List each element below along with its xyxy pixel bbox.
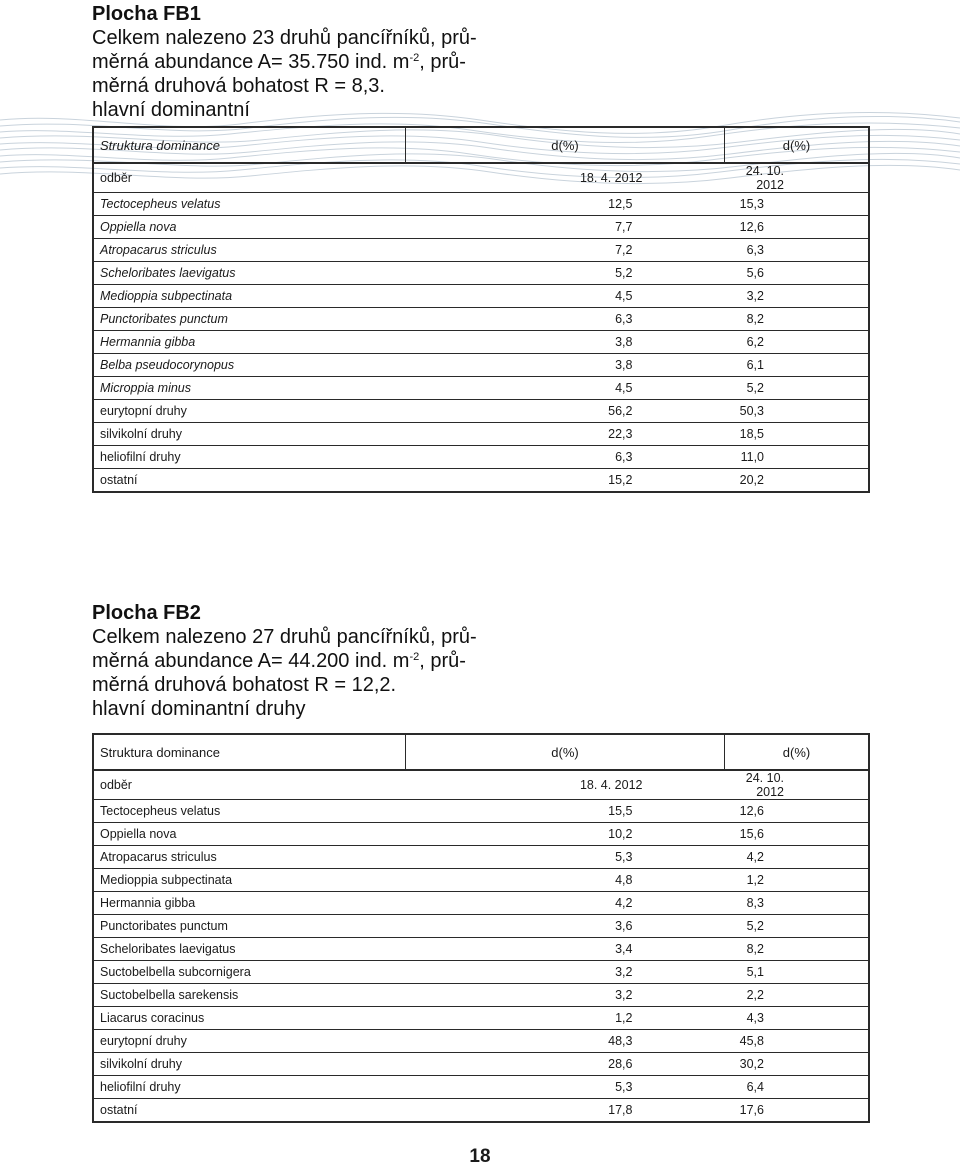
table-row bbox=[93, 846, 869, 869]
group-name: silvikolní druhy bbox=[93, 423, 406, 446]
group-name: ostatní bbox=[93, 469, 406, 493]
row-label: silvikolní druhy bbox=[93, 1053, 406, 1076]
table-row bbox=[93, 938, 869, 961]
fb1-summary-line-4: hlavní dominantní bbox=[92, 99, 250, 121]
value-2: 12,6 bbox=[725, 216, 870, 239]
species-name: Atropacarus striculus bbox=[93, 239, 406, 262]
value-2: 30,2 bbox=[725, 1053, 870, 1076]
value-1: 56,2 bbox=[406, 400, 725, 423]
table-row bbox=[93, 193, 869, 216]
table-row bbox=[93, 331, 869, 354]
header-structure: Struktura dominance bbox=[93, 127, 406, 163]
fb1-unit-exponent: -2 bbox=[409, 52, 420, 64]
row-label: Punctoribates punctum bbox=[93, 915, 406, 938]
table-row bbox=[93, 1099, 869, 1123]
value-2: 6,2 bbox=[725, 331, 870, 354]
species-name: Punctoribates punctum bbox=[93, 308, 406, 331]
table-row bbox=[93, 377, 869, 400]
table-row bbox=[93, 1007, 869, 1030]
table-row bbox=[93, 446, 869, 469]
value-2: 17,6 bbox=[725, 1099, 870, 1123]
value-2: 8,2 bbox=[725, 308, 870, 331]
odber-date-2: 24. 10. 2012 bbox=[725, 770, 870, 800]
table-row bbox=[93, 400, 869, 423]
odber-label: odběr bbox=[93, 163, 406, 193]
table-row bbox=[93, 262, 869, 285]
value-1: 5,3 bbox=[406, 846, 725, 869]
value-2: 3,2 bbox=[725, 285, 870, 308]
value-2: 5,6 bbox=[725, 262, 870, 285]
value-2: 4,2 bbox=[725, 846, 870, 869]
row-label: eurytopní druhy bbox=[93, 1030, 406, 1053]
header-structure: Struktura dominance bbox=[93, 734, 406, 770]
species-name: Microppia minus bbox=[93, 377, 406, 400]
fb2-abundance-text: měrná abundance A= 44.200 ind. m bbox=[92, 650, 410, 672]
table-row bbox=[93, 423, 869, 446]
table-row bbox=[93, 892, 869, 915]
value-1: 15,5 bbox=[406, 800, 725, 823]
odber-row bbox=[93, 770, 869, 800]
fb1-summary-line-2 bbox=[92, 50, 477, 74]
fb2-summary-line-3: měrná druhová bohatost R = 12,2. bbox=[92, 674, 397, 696]
species-name: Scheloribates laevigatus bbox=[93, 262, 406, 285]
value-2: 15,3 bbox=[725, 193, 870, 216]
table-row bbox=[93, 308, 869, 331]
row-label: Scheloribates laevigatus bbox=[93, 938, 406, 961]
value-1: 48,3 bbox=[406, 1030, 725, 1053]
group-name: eurytopní druhy bbox=[93, 400, 406, 423]
odber-date-1: 18. 4. 2012 bbox=[406, 770, 725, 800]
header-d2: d(%) bbox=[725, 127, 870, 163]
value-1: 6,3 bbox=[406, 446, 725, 469]
table-header-row bbox=[93, 734, 869, 770]
table-row bbox=[93, 800, 869, 823]
value-2: 5,2 bbox=[725, 377, 870, 400]
value-2: 5,2 bbox=[725, 915, 870, 938]
value-1: 4,8 bbox=[406, 869, 725, 892]
table-row bbox=[93, 1030, 869, 1053]
page-number: 18 bbox=[469, 1146, 491, 1167]
odber-label: odběr bbox=[93, 770, 406, 800]
header-d2: d(%) bbox=[725, 734, 870, 770]
value-1: 5,3 bbox=[406, 1076, 725, 1099]
value-1: 3,8 bbox=[406, 331, 725, 354]
table-row bbox=[93, 915, 869, 938]
odber-row bbox=[93, 163, 869, 193]
fb2-heading bbox=[92, 601, 477, 721]
value-2: 11,0 bbox=[725, 446, 870, 469]
table-row bbox=[93, 1076, 869, 1099]
value-2: 20,2 bbox=[725, 469, 870, 493]
fb1-dominance-table bbox=[92, 126, 870, 493]
table-row bbox=[93, 354, 869, 377]
value-2: 6,3 bbox=[725, 239, 870, 262]
row-label: Tectocepheus velatus bbox=[93, 800, 406, 823]
value-1: 7,7 bbox=[406, 216, 725, 239]
table-row bbox=[93, 469, 869, 493]
fb2-summary-line-4: hlavní dominantní druhy bbox=[92, 698, 306, 720]
value-2: 2,2 bbox=[725, 984, 870, 1007]
species-name: Oppiella nova bbox=[93, 216, 406, 239]
value-1: 5,2 bbox=[406, 262, 725, 285]
species-name: Belba pseudocorynopus bbox=[93, 354, 406, 377]
fb2-summary-line-2 bbox=[92, 649, 477, 673]
value-2: 45,8 bbox=[725, 1030, 870, 1053]
row-label: heliofilní druhy bbox=[93, 1076, 406, 1099]
row-label: Medioppia subpectinata bbox=[93, 869, 406, 892]
value-2: 18,5 bbox=[725, 423, 870, 446]
value-2: 50,3 bbox=[725, 400, 870, 423]
fb1-abundance-suffix: , prů- bbox=[419, 51, 466, 73]
fb2-dominance-table bbox=[92, 733, 870, 1123]
fb1-title: Plocha FB1 bbox=[92, 3, 201, 25]
value-1: 22,3 bbox=[406, 423, 725, 446]
table-row bbox=[93, 984, 869, 1007]
value-1: 3,4 bbox=[406, 938, 725, 961]
value-1: 3,2 bbox=[406, 961, 725, 984]
value-1: 28,6 bbox=[406, 1053, 725, 1076]
value-1: 1,2 bbox=[406, 1007, 725, 1030]
value-2: 15,6 bbox=[725, 823, 870, 846]
species-name: Tectocepheus velatus bbox=[93, 193, 406, 216]
table-row bbox=[93, 1053, 869, 1076]
row-label: Oppiella nova bbox=[93, 823, 406, 846]
row-label: Suctobelbella sarekensis bbox=[93, 984, 406, 1007]
odber-date-2: 24. 10. 2012 bbox=[725, 163, 870, 193]
group-name: heliofilní druhy bbox=[93, 446, 406, 469]
fb2-unit-exponent: -2 bbox=[409, 651, 420, 663]
species-name: Medioppia subpectinata bbox=[93, 285, 406, 308]
value-2: 12,6 bbox=[725, 800, 870, 823]
species-name: Hermannia gibba bbox=[93, 331, 406, 354]
fb2-title: Plocha FB2 bbox=[92, 602, 201, 624]
value-2: 6,1 bbox=[725, 354, 870, 377]
row-label: Hermannia gibba bbox=[93, 892, 406, 915]
value-1: 4,5 bbox=[406, 377, 725, 400]
value-1: 3,2 bbox=[406, 984, 725, 1007]
value-2: 4,3 bbox=[725, 1007, 870, 1030]
row-label: ostatní bbox=[93, 1099, 406, 1123]
header-d1: d(%) bbox=[406, 127, 725, 163]
value-2: 8,3 bbox=[725, 892, 870, 915]
value-1: 4,5 bbox=[406, 285, 725, 308]
value-2: 8,2 bbox=[725, 938, 870, 961]
fb2-summary-line-1: Celkem nalezeno 27 druhů pancířníků, prů- bbox=[92, 626, 477, 648]
table-row bbox=[93, 869, 869, 892]
row-label: Liacarus coracinus bbox=[93, 1007, 406, 1030]
header-d1: d(%) bbox=[406, 734, 725, 770]
odber-date-1: 18. 4. 2012 bbox=[406, 163, 725, 193]
value-1: 7,2 bbox=[406, 239, 725, 262]
table-row bbox=[93, 823, 869, 846]
row-label: Atropacarus striculus bbox=[93, 846, 406, 869]
fb1-summary-line-1: Celkem nalezeno 23 druhů pancířníků, prů- bbox=[92, 27, 477, 49]
fb1-abundance-text: měrná abundance A= 35.750 ind. m bbox=[92, 51, 410, 73]
fb1-summary-line-3: měrná druhová bohatost R = 8,3. bbox=[92, 75, 385, 97]
fb2-abundance-suffix: , prů- bbox=[419, 650, 466, 672]
fb1-heading bbox=[92, 2, 477, 122]
table-row bbox=[93, 961, 869, 984]
row-label: Suctobelbella subcornigera bbox=[93, 961, 406, 984]
value-1: 10,2 bbox=[406, 823, 725, 846]
value-1: 17,8 bbox=[406, 1099, 725, 1123]
table-row bbox=[93, 285, 869, 308]
value-2: 6,4 bbox=[725, 1076, 870, 1099]
table-row bbox=[93, 216, 869, 239]
table-row bbox=[93, 239, 869, 262]
value-1: 15,2 bbox=[406, 469, 725, 493]
value-1: 3,6 bbox=[406, 915, 725, 938]
value-2: 1,2 bbox=[725, 869, 870, 892]
value-1: 4,2 bbox=[406, 892, 725, 915]
value-2: 5,1 bbox=[725, 961, 870, 984]
table-header-row bbox=[93, 127, 869, 163]
value-1: 3,8 bbox=[406, 354, 725, 377]
value-1: 12,5 bbox=[406, 193, 725, 216]
value-1: 6,3 bbox=[406, 308, 725, 331]
